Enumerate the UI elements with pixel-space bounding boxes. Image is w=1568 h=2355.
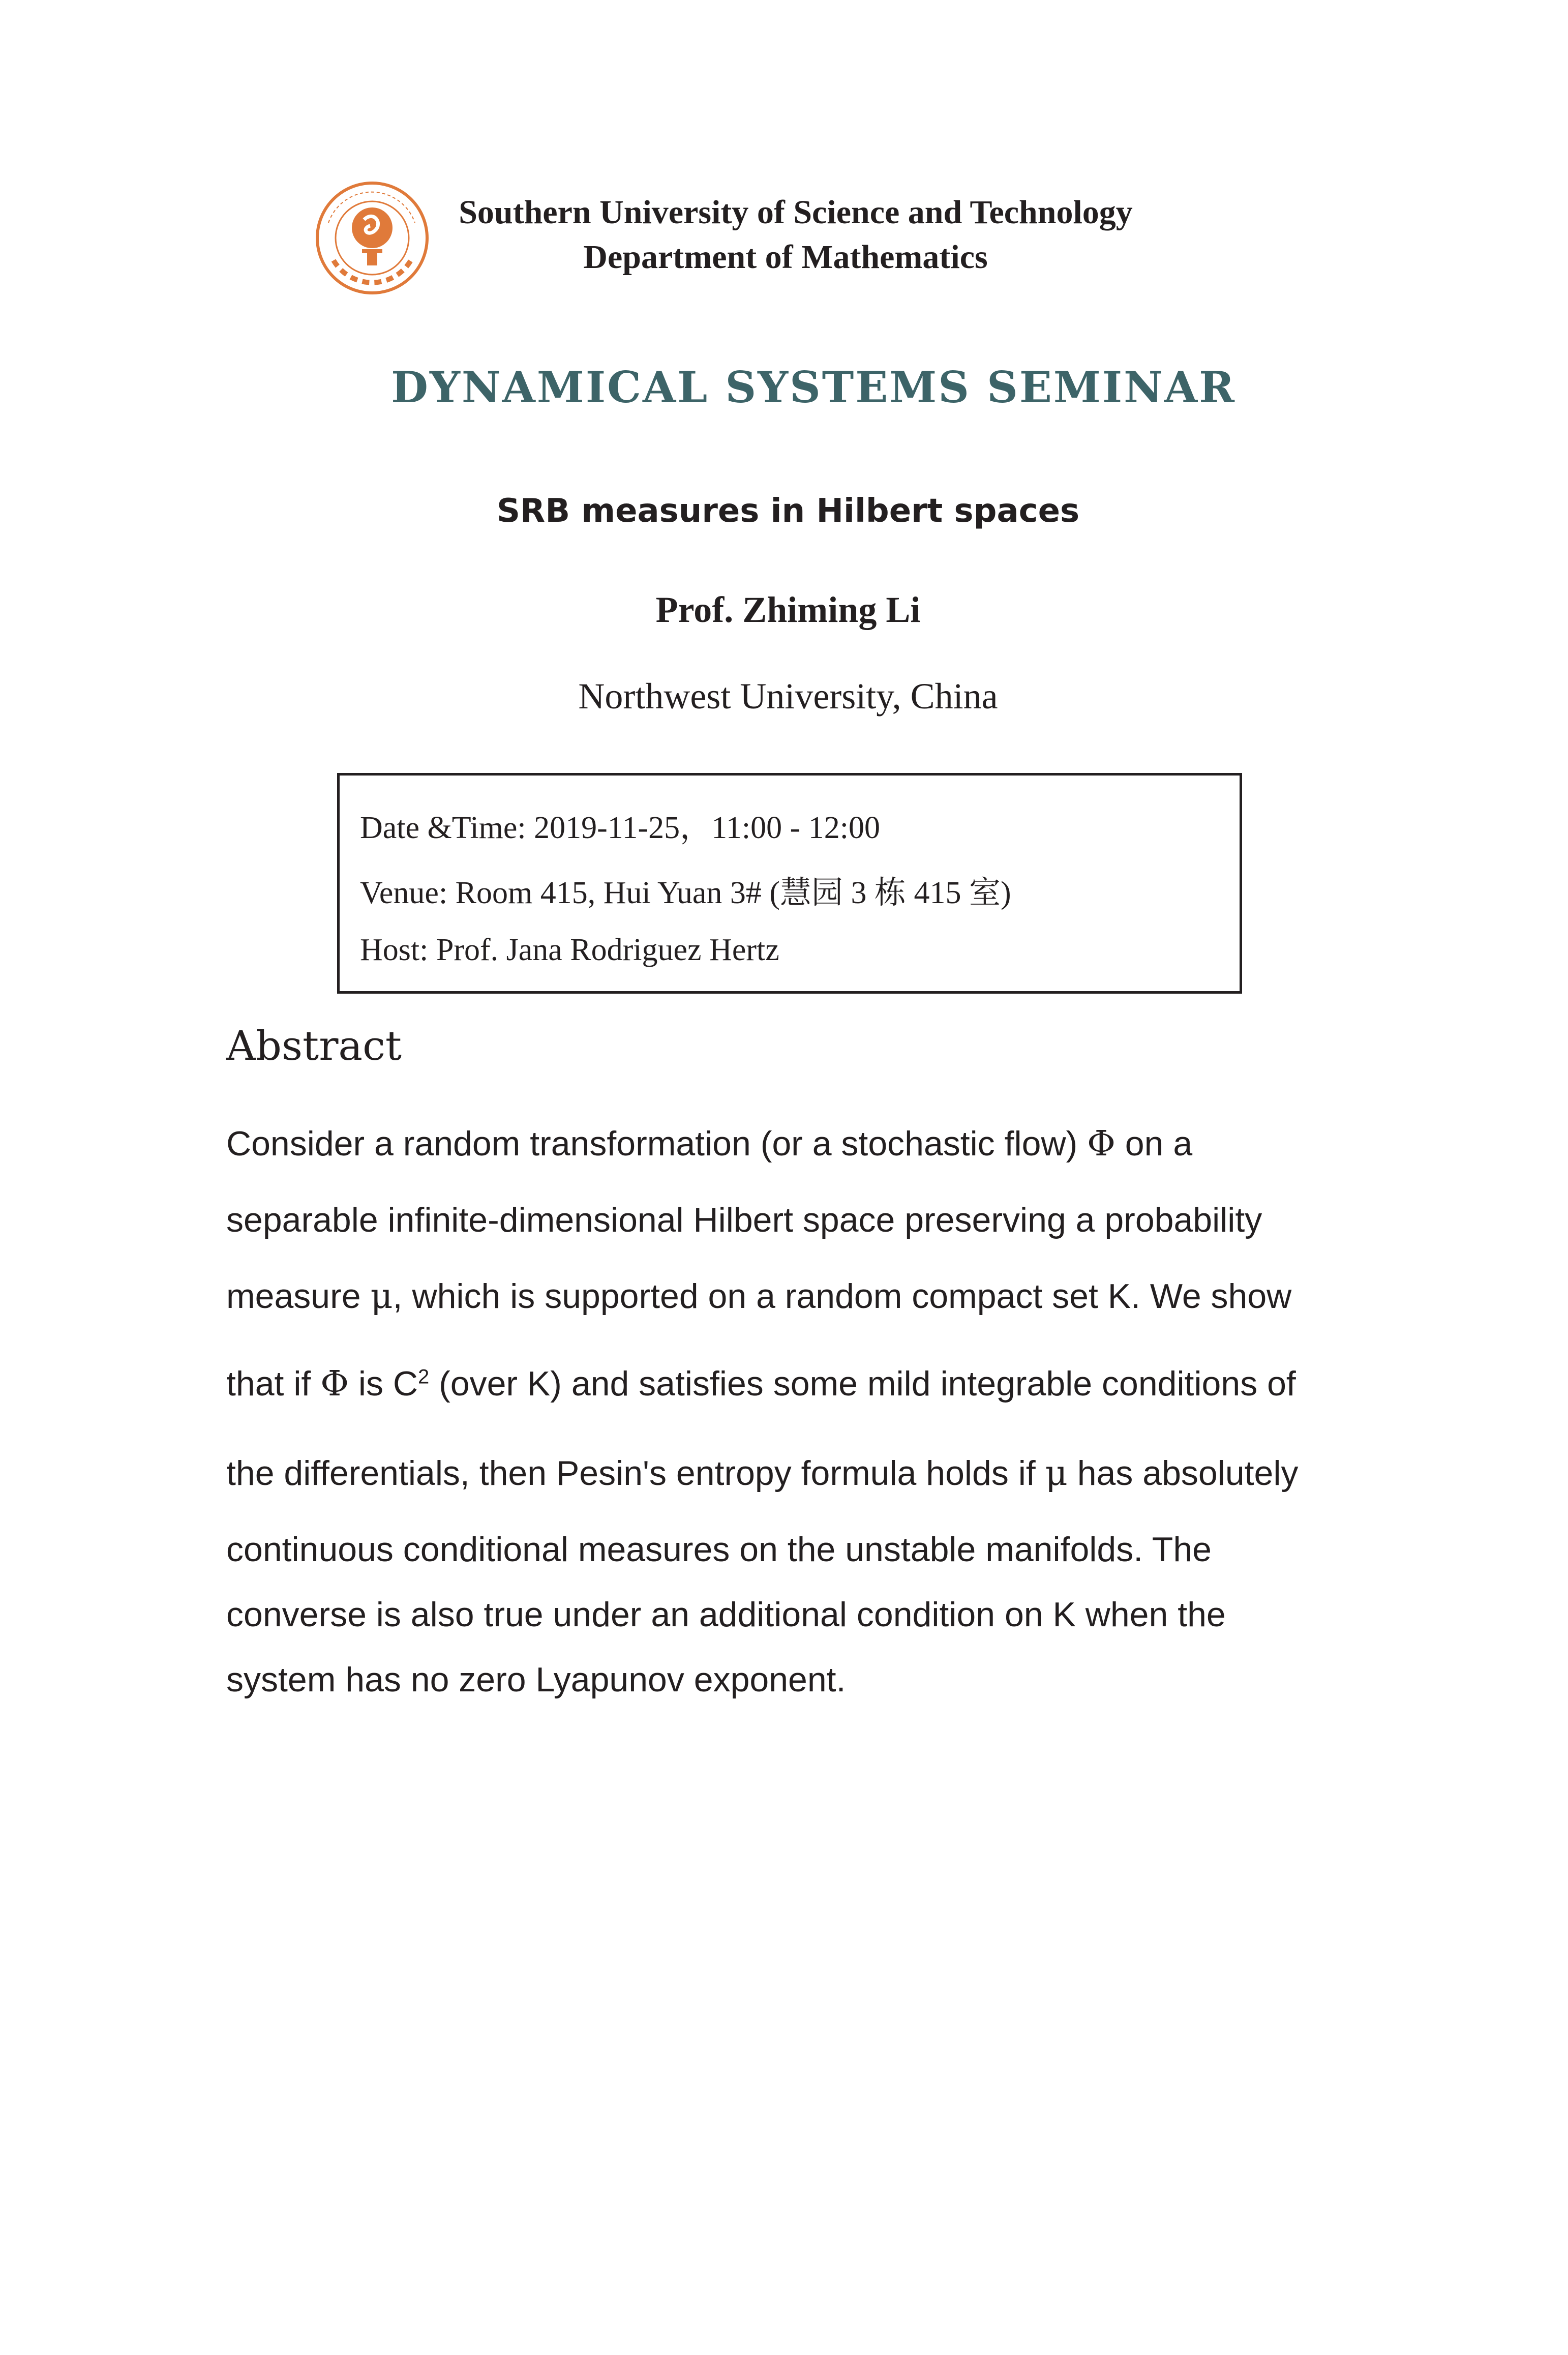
seminar-title: DYNAMICAL SYSTEMS SEMINAR (391, 362, 1236, 412)
venue: Venue: Room 415, Hui Yuan 3# (慧园 3 栋 415 室) (360, 876, 1011, 910)
abstract-line-4: that if Φ is $C^2$ (over K) and satisfies some mild integrable conditions of (226, 1364, 1296, 1404)
date-time: Date &Time: 2019-11-25，11:00 - 12:00 (360, 811, 880, 845)
abstract-line-6: continuous conditional measures on the unstable manifolds. The (226, 1530, 1212, 1569)
department-name: Department of Mathematics (583, 239, 988, 276)
abstract-line-8: system has no zero Lyapunov exponent. (226, 1660, 846, 1699)
details-box (337, 773, 1242, 994)
speaker-name: Prof. Zhiming Li (655, 589, 921, 630)
abstract-line-1: Consider a random transformation (or a stochastic flow) Φ on a (226, 1124, 1193, 1164)
abstract-heading: Abstract (226, 1022, 402, 1069)
talk-title: SRB measures in Hilbert spaces (496, 492, 1080, 530)
abstract-line-2: separable infinite-dimensional Hilbert space preserving a probability (226, 1201, 1262, 1239)
abstract-line-5: the differentials, then Pesin's entropy formula holds if μ has absolutely (226, 1453, 1299, 1494)
university-name: Southern University of Science and Technology (459, 194, 1133, 231)
speaker-affiliation: Northwest University, China (578, 676, 998, 717)
abstract-line-3: measure μ, which is supported on a random compact set K. We show (226, 1276, 1292, 1317)
abstract-line-7: converse is also true under an additional condition on K when the (226, 1595, 1226, 1634)
host: Host: Prof. Jana Rodriguez Hertz (360, 933, 779, 967)
